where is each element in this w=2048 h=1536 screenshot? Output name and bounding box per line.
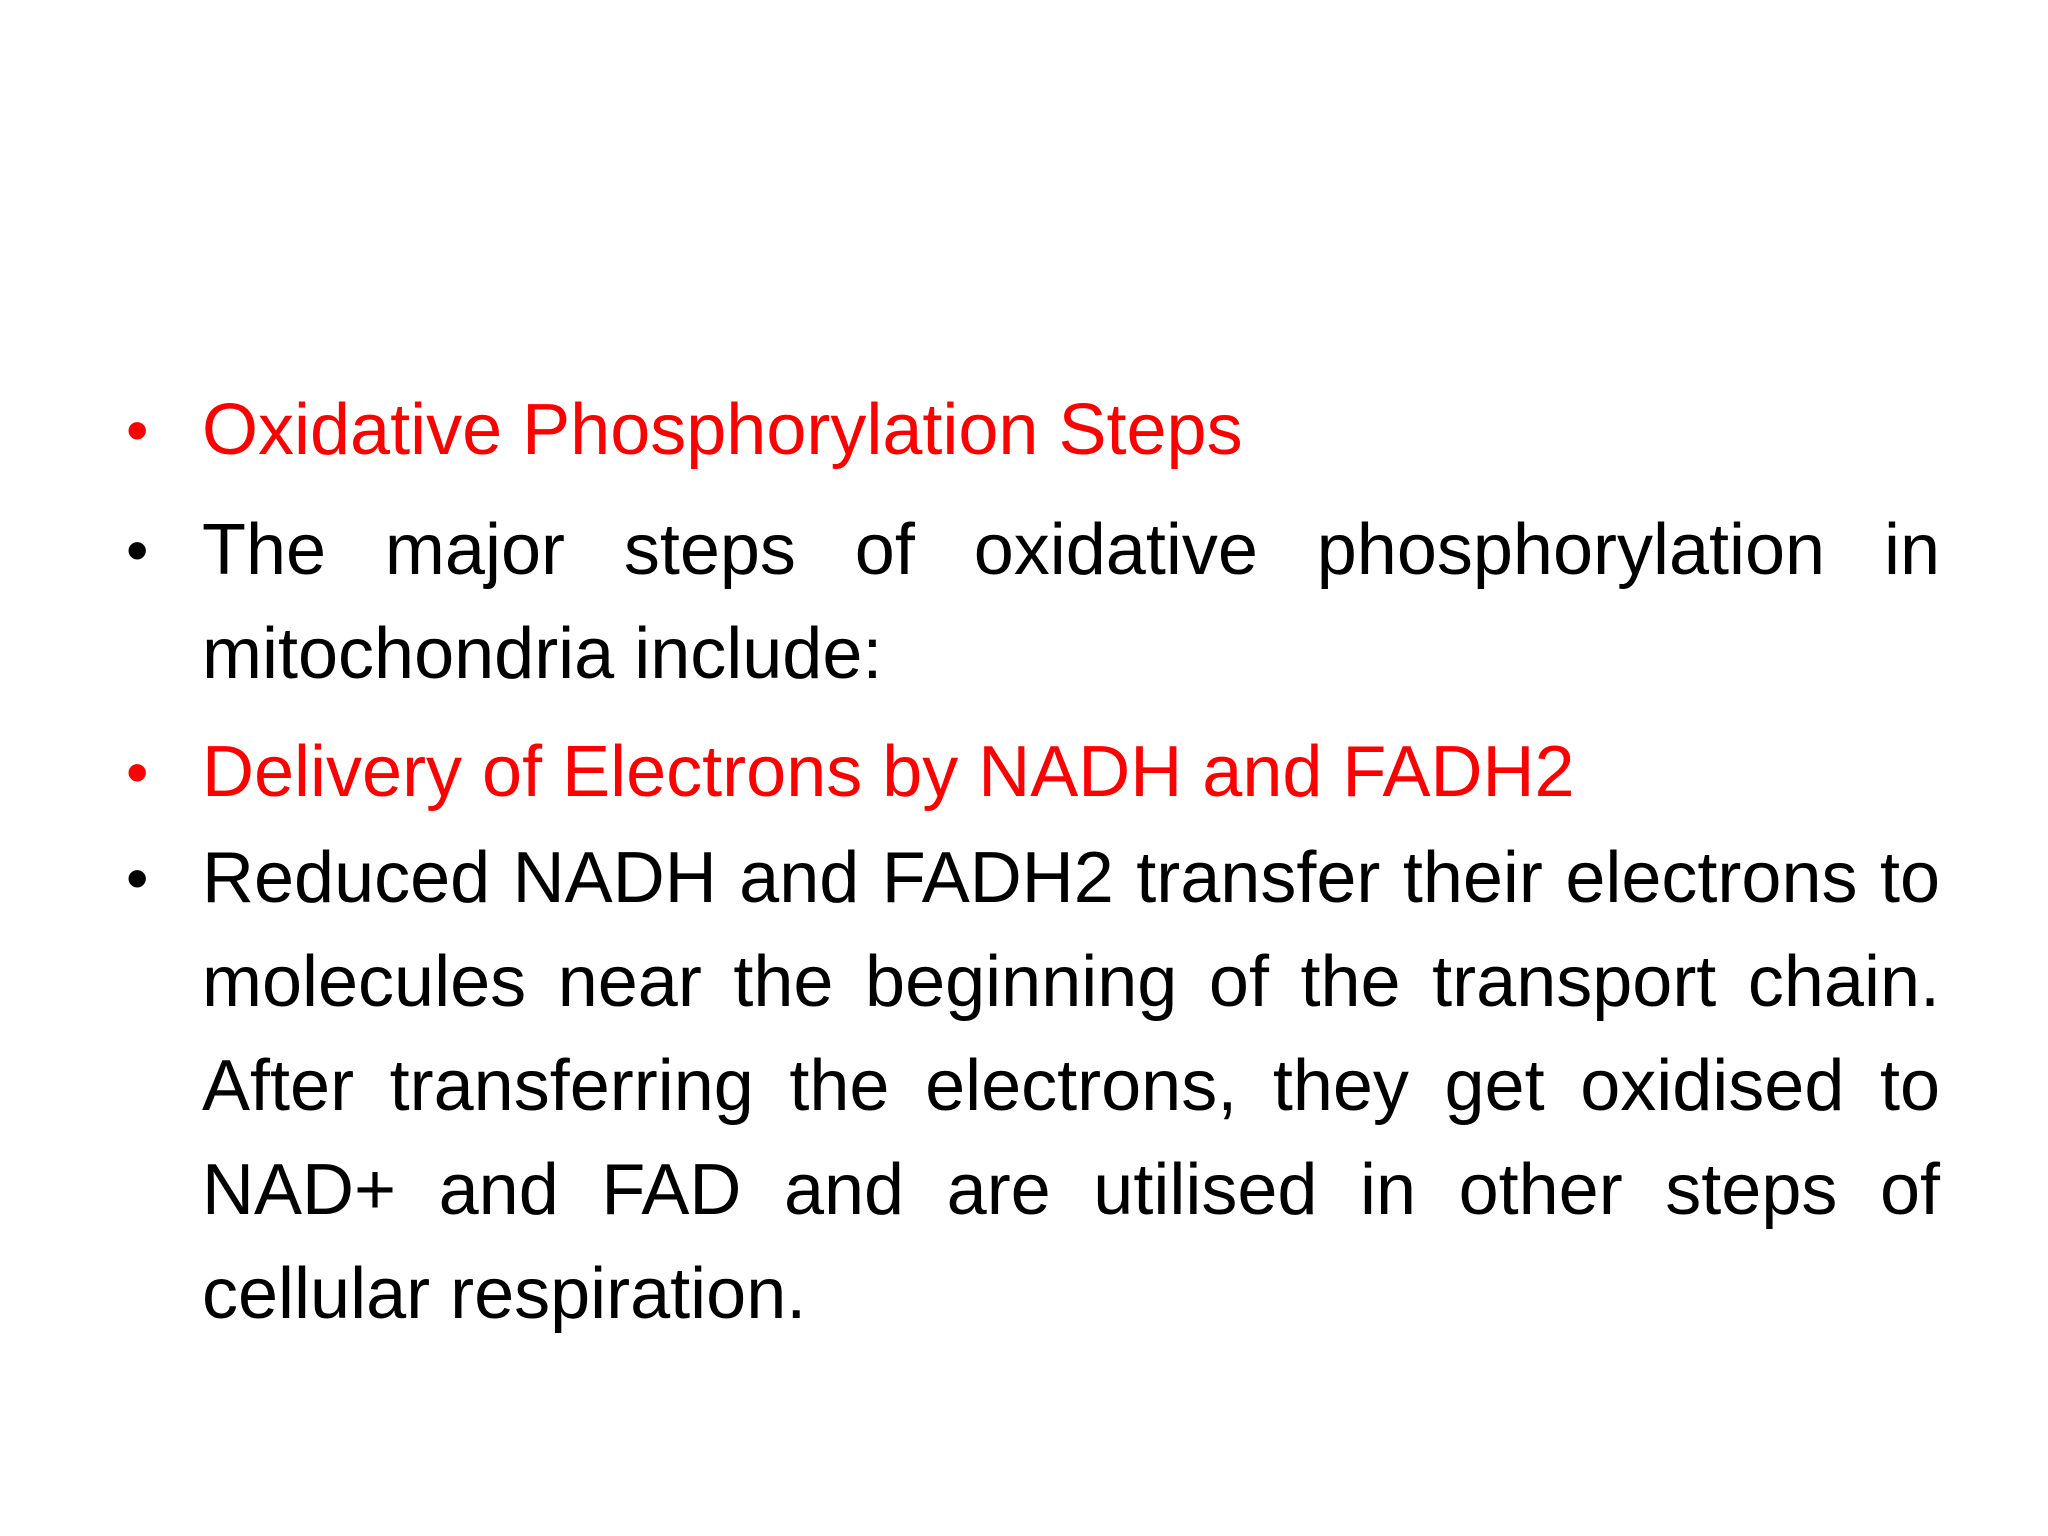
bullet-text: Reduced NADH and FADH2 transfer their electrons to molecules near the beginning of the transport chain. After transferring the electrons, they get oxidised to NAD+ and FAD and are utilised in other steps of cellular respiration. [202,838,1940,1334]
bullet-point-icon: • [126,842,149,914]
bullet-text: Delivery of Electrons by NADH and FADH2 [202,732,1575,812]
bullet-heading-oxidative-phosphorylation [120,378,1940,482]
bullet-point-icon: • [126,736,149,808]
bullet-reduced-nadh-fadh2 [120,826,1940,1346]
bullet-major-steps [120,498,1940,706]
bullet-heading-delivery-of-electrons [120,720,1940,824]
bullet-list [120,378,1940,1360]
bullet-text: Oxidative Phosphorylation Steps [202,390,1243,470]
bullet-point-icon: • [126,394,149,466]
bullet-point-icon: • [126,514,149,586]
bullet-text: The major steps of oxidative phosphorylation in mitochondria include: [202,510,1940,694]
